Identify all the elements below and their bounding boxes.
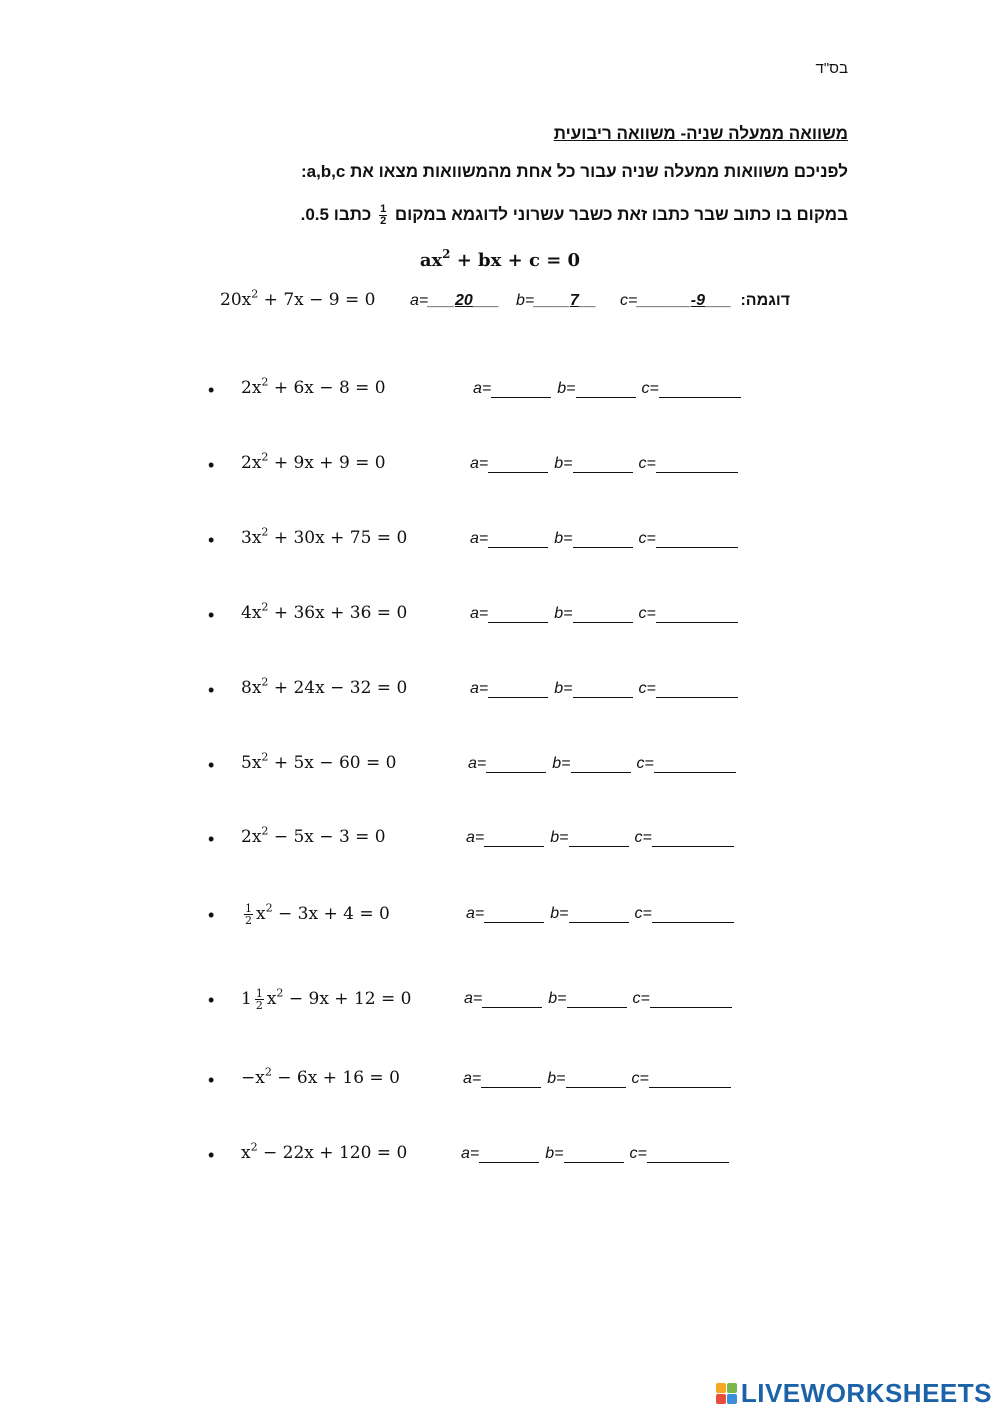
a-label: a= <box>470 680 489 697</box>
a-answer-blank[interactable] <box>491 381 551 398</box>
a-label: a= <box>466 829 485 846</box>
logo-tile <box>716 1394 726 1404</box>
exercise-row <box>208 1140 768 1171</box>
bullet: • <box>208 380 215 400</box>
fraction-numerator: 1 <box>255 987 263 1000</box>
a-answer-blank[interactable] <box>482 991 542 1008</box>
b-field <box>554 455 632 472</box>
example-a-label: a= <box>410 292 429 309</box>
a-field <box>461 1145 539 1162</box>
a-label: a= <box>461 1145 480 1162</box>
c-answer-blank[interactable] <box>649 1071 731 1088</box>
b-label: b= <box>554 455 573 472</box>
equation <box>241 1065 400 1088</box>
a-answer-blank[interactable] <box>484 830 544 847</box>
c-label: c= <box>638 605 656 622</box>
equation-text: $5x^2 + 5x - 60 = 0$ <box>241 750 397 773</box>
c-field <box>637 755 736 772</box>
exercise-row <box>208 750 768 781</box>
equation-text: $2x^2 - 5x - 3 = 0$ <box>241 824 386 847</box>
coefficient-fields <box>463 1070 737 1088</box>
equation-text: $2x^2 + 9x + 9 = 0$ <box>241 450 386 473</box>
equation-text: $x^2 - 22x + 120 = 0$ <box>241 1140 408 1163</box>
a-answer-blank[interactable] <box>479 1146 539 1163</box>
bullet: • <box>208 1070 215 1090</box>
c-label: c= <box>638 680 656 697</box>
exercise-row <box>208 1065 768 1096</box>
c-label: c= <box>634 905 652 922</box>
fraction-denominator: 2 <box>245 914 252 927</box>
exercise-row <box>208 988 768 1016</box>
a-label: a= <box>463 1070 482 1087</box>
b-field <box>554 530 632 547</box>
a-field <box>463 1070 541 1087</box>
instruction-2-text: במקום בו כתוב שבר כתבו זאת כשבר עשרוני לדוגמא במקום <box>394 204 848 224</box>
c-answer-blank[interactable] <box>656 531 738 548</box>
a-field <box>464 990 542 1007</box>
c-answer-blank[interactable] <box>647 1146 729 1163</box>
a-field <box>466 829 544 846</box>
b-answer-blank[interactable] <box>566 1071 626 1088</box>
b-field <box>554 680 632 697</box>
c-field <box>639 680 738 697</box>
coefficient-fields <box>466 829 740 847</box>
equation <box>241 600 408 623</box>
b-answer-blank[interactable] <box>573 531 633 548</box>
liveworksheets-logo-icon <box>716 1383 737 1404</box>
b-label: b= <box>554 605 573 622</box>
a-label: a= <box>464 990 483 1007</box>
a-field <box>473 380 551 397</box>
bullet: • <box>208 530 215 550</box>
bullet: • <box>208 829 215 849</box>
bullet: • <box>208 605 215 625</box>
coefficient-fields <box>468 755 742 773</box>
fraction-denominator: 2 <box>380 215 387 227</box>
logo-tile <box>727 1394 737 1404</box>
b-answer-blank[interactable] <box>573 681 633 698</box>
a-field <box>470 530 548 547</box>
c-answer-blank[interactable] <box>659 381 741 398</box>
c-label: c= <box>634 829 652 846</box>
fraction-numerator: 1 <box>245 902 252 915</box>
exercise-row <box>208 525 768 556</box>
a-field <box>470 605 548 622</box>
instruction-fraction <box>379 204 387 227</box>
example-a-value: 20 <box>454 292 473 309</box>
c-field <box>642 380 741 397</box>
a-answer-blank[interactable] <box>481 1071 541 1088</box>
equation <box>241 903 390 926</box>
c-field <box>635 905 734 922</box>
instruction-2 <box>301 204 848 227</box>
c-answer-blank[interactable] <box>652 830 734 847</box>
b-answer-blank[interactable] <box>576 381 636 398</box>
a-label: a= <box>473 380 492 397</box>
equation-fraction <box>255 988 264 1011</box>
b-label: b= <box>550 829 569 846</box>
example-b-field: b=____7__ <box>516 292 597 309</box>
c-field <box>632 1070 731 1087</box>
a-label: a= <box>470 530 489 547</box>
b-field <box>552 755 630 772</box>
logo-tile <box>727 1383 737 1393</box>
equation <box>241 1140 408 1163</box>
a-answer-blank[interactable] <box>488 456 548 473</box>
exercise-row <box>208 824 768 855</box>
coefficient-fields <box>461 1145 735 1163</box>
bullet: • <box>208 455 215 475</box>
c-answer-blank[interactable] <box>650 991 732 1008</box>
b-label: b= <box>557 380 576 397</box>
c-field <box>639 605 738 622</box>
bullet: • <box>208 990 215 1010</box>
instruction-1: לפניכם משוואות ממעלה שניה עבור כל אחת מהמשוואות מצאו את a,b,c: <box>300 162 848 181</box>
equation <box>241 750 397 773</box>
example-b-value: 7 <box>569 292 579 309</box>
general-form-equation: $ax^2$ + bx + c = 0 <box>419 246 581 271</box>
b-answer-blank[interactable] <box>564 1146 624 1163</box>
b-answer-blank[interactable] <box>569 906 629 923</box>
equation <box>241 988 411 1011</box>
header-note: בס"ד <box>815 60 848 77</box>
a-label: a= <box>468 755 487 772</box>
c-answer-blank[interactable] <box>656 606 738 623</box>
example-c-value: -9 <box>690 292 705 309</box>
example-b-label: b= <box>516 292 535 309</box>
exercise-row <box>208 600 768 631</box>
c-label: c= <box>641 380 659 397</box>
equation-text: $8x^2 + 24x - 32 = 0$ <box>241 675 408 698</box>
c-answer-blank[interactable] <box>656 681 738 698</box>
equation-text: $x^2 - 9x + 12 = 0$ <box>266 986 412 1009</box>
c-label: c= <box>632 990 650 1007</box>
c-label: c= <box>638 530 656 547</box>
a-answer-blank[interactable] <box>488 681 548 698</box>
coefficient-fields <box>470 530 744 548</box>
equation-fraction <box>244 903 253 926</box>
c-answer-blank[interactable] <box>656 456 738 473</box>
a-field <box>470 455 548 472</box>
example-a-field: a=___20___ <box>410 292 500 309</box>
equation-text: $3x^2 + 30x + 75 = 0$ <box>241 525 408 548</box>
a-label: a= <box>470 455 489 472</box>
coefficient-fields <box>470 455 744 473</box>
bullet: • <box>208 1145 215 1165</box>
liveworksheets-logo <box>716 1377 992 1409</box>
c-field <box>639 455 738 472</box>
exercise-row <box>208 675 768 706</box>
b-label: b= <box>554 680 573 697</box>
c-label: c= <box>636 755 654 772</box>
example-equation: $20x^2 + 7x - 9 = 0$ <box>220 287 376 310</box>
exercise-row <box>208 903 768 931</box>
a-field <box>468 755 546 772</box>
b-answer-blank[interactable] <box>573 606 633 623</box>
b-label: b= <box>550 905 569 922</box>
b-field <box>548 990 626 1007</box>
c-field <box>633 990 732 1007</box>
example-c-field: c=______-9___ <box>620 292 732 309</box>
c-answer-blank[interactable] <box>654 756 736 773</box>
example-label: דוגמה: <box>740 292 790 309</box>
b-answer-blank[interactable] <box>569 830 629 847</box>
b-label: b= <box>554 530 573 547</box>
equation-text: $-x^2 - 6x + 16 = 0$ <box>241 1065 400 1088</box>
a-answer-blank[interactable] <box>488 606 548 623</box>
c-label: c= <box>638 455 656 472</box>
example-c-label: c= <box>620 292 638 309</box>
fraction-denominator: 2 <box>255 999 263 1012</box>
a-field <box>470 680 548 697</box>
a-answer-blank[interactable] <box>488 531 548 548</box>
c-label: c= <box>629 1145 647 1162</box>
coefficient-fields <box>473 380 747 398</box>
a-label: a= <box>466 905 485 922</box>
equation-whole-part: 1 <box>241 989 252 1009</box>
c-answer-blank[interactable] <box>652 906 734 923</box>
example-row <box>220 287 790 316</box>
logo-tile <box>716 1383 726 1393</box>
c-label: c= <box>631 1070 649 1087</box>
bullet: • <box>208 905 215 925</box>
b-answer-blank[interactable] <box>567 991 627 1008</box>
b-answer-blank[interactable] <box>573 456 633 473</box>
b-field <box>554 605 632 622</box>
a-label: a= <box>470 605 489 622</box>
fraction-numerator: 1 <box>380 203 387 215</box>
equation-text: $2x^2 + 6x - 8 = 0$ <box>241 375 386 398</box>
equation <box>241 375 386 398</box>
c-field <box>639 530 738 547</box>
b-label: b= <box>547 1070 566 1087</box>
page-title: משוואה ממעלה שניה- משוואה ריבועית <box>553 124 848 143</box>
b-field <box>550 829 628 846</box>
equation-text: $4x^2 + 36x + 36 = 0$ <box>241 600 408 623</box>
coefficient-fields <box>466 905 740 923</box>
coefficient-fields <box>470 680 744 698</box>
coefficient-fields <box>470 605 744 623</box>
equation <box>241 525 408 548</box>
c-field <box>635 829 734 846</box>
c-field <box>630 1145 729 1162</box>
instruction-2-tail: כתבו 0.5. <box>300 204 372 224</box>
a-answer-blank[interactable] <box>484 906 544 923</box>
b-field <box>550 905 628 922</box>
bullet: • <box>208 680 215 700</box>
exercise-row <box>208 375 768 406</box>
coefficient-fields <box>464 990 738 1008</box>
b-label: b= <box>548 990 567 1007</box>
b-answer-blank[interactable] <box>571 756 631 773</box>
a-field <box>466 905 544 922</box>
bullet: • <box>208 755 215 775</box>
b-field <box>545 1145 623 1162</box>
equation <box>241 450 386 473</box>
equation <box>241 675 408 698</box>
a-answer-blank[interactable] <box>486 756 546 773</box>
equation-text: $x^2 - 3x + 4 = 0$ <box>256 901 390 924</box>
b-label: b= <box>552 755 571 772</box>
equation <box>241 824 386 847</box>
b-label: b= <box>545 1145 564 1162</box>
b-field <box>547 1070 625 1087</box>
exercise-row <box>208 450 768 481</box>
b-field <box>557 380 635 397</box>
logo-text: LIVEWORKSHEETS <box>740 1377 992 1408</box>
